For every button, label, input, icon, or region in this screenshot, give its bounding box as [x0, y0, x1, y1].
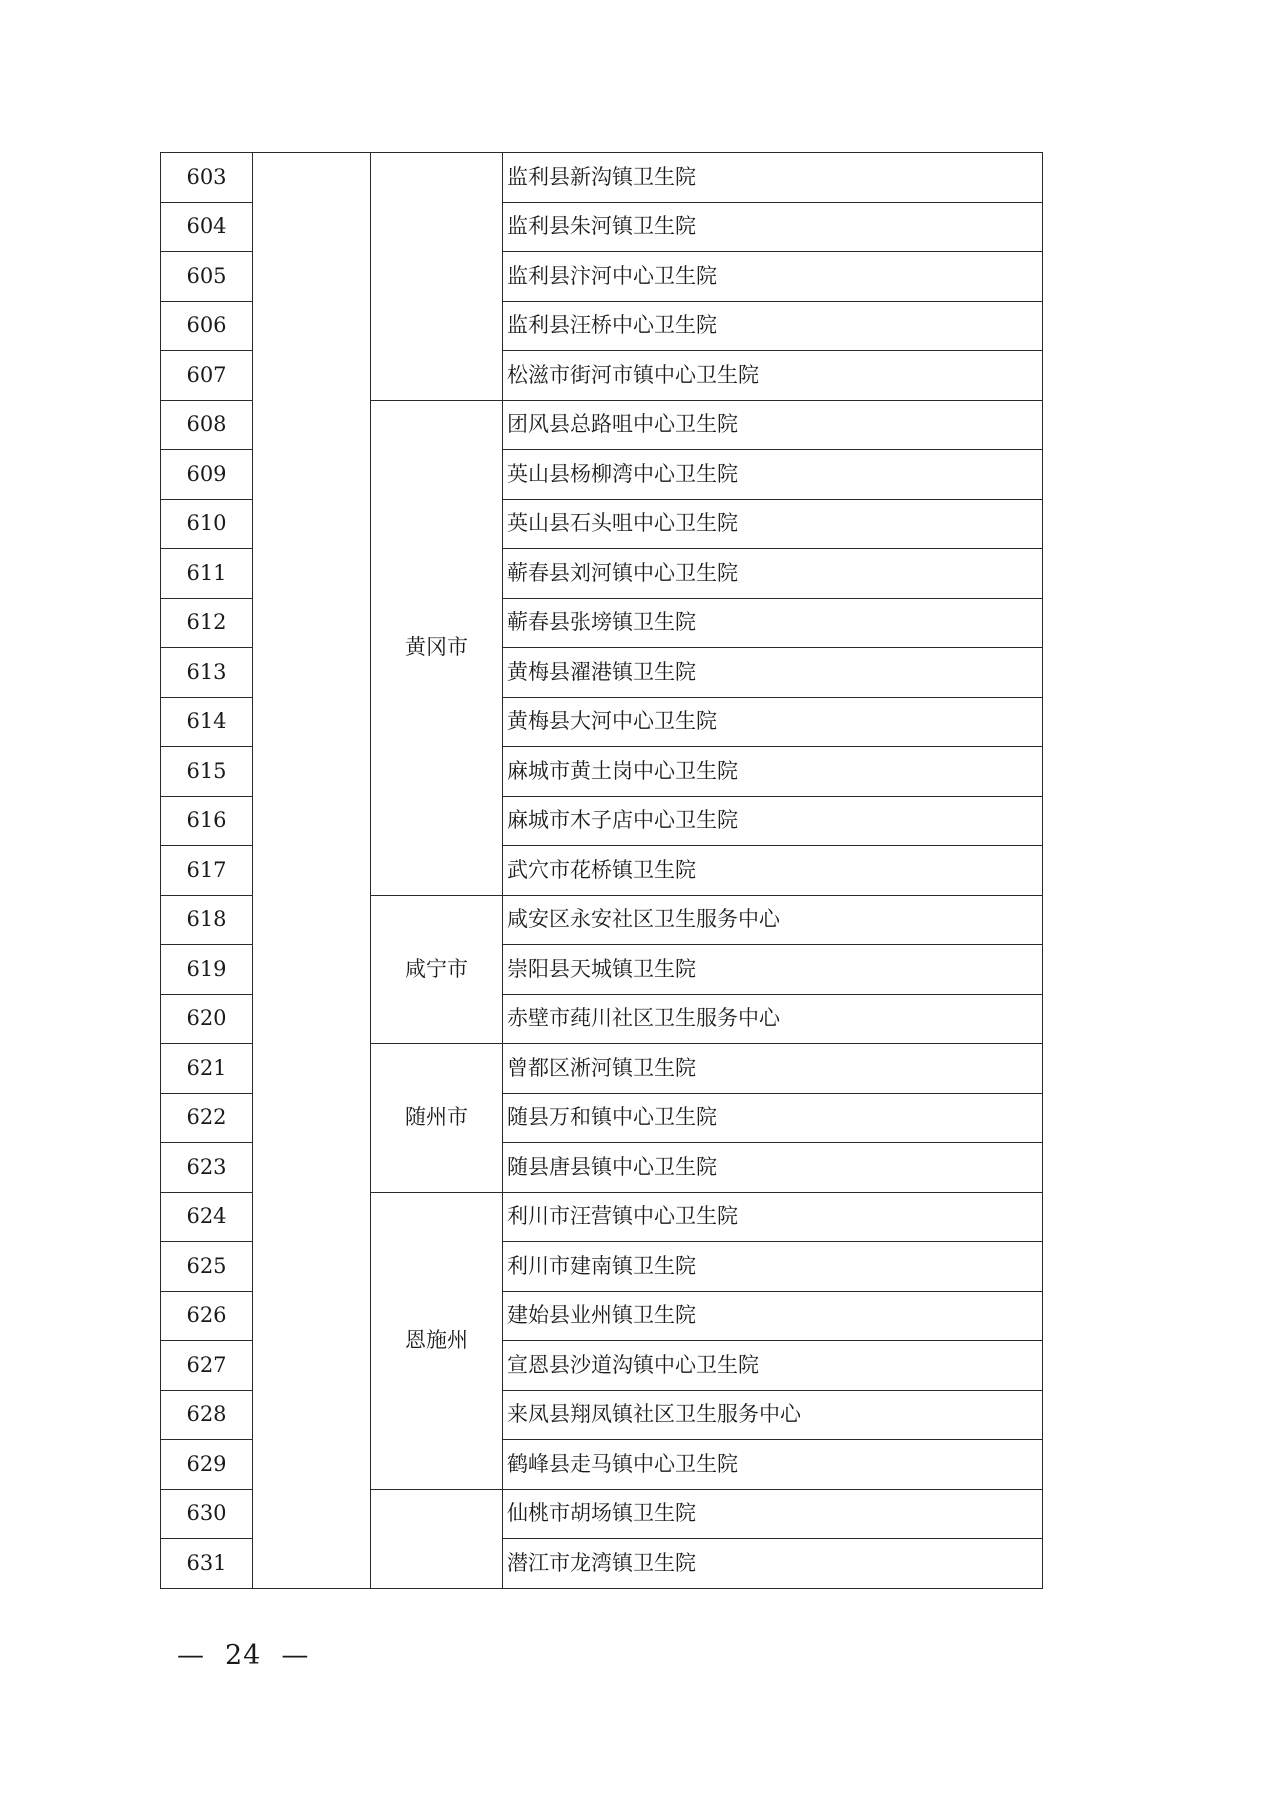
institution-name: 英山县杨柳湾中心卫生院: [503, 450, 1043, 500]
table-row: [161, 153, 1043, 203]
institution-name: 麻城市黄土岗中心卫生院: [503, 747, 1043, 797]
institution-name: 武穴市花桥镇卫生院: [503, 846, 1043, 896]
institution-name: 曾都区淅河镇卫生院: [503, 1044, 1043, 1094]
institution-name: 利川市建南镇卫生院: [503, 1242, 1043, 1292]
row-number: 631: [161, 1539, 253, 1589]
institution-name: 宣恩县沙道沟镇中心卫生院: [503, 1341, 1043, 1391]
footer-left-dash: —: [177, 1640, 205, 1671]
row-number: 606: [161, 301, 253, 351]
institution-name: 蕲春县张塝镇卫生院: [503, 598, 1043, 648]
city-cell: [371, 1489, 503, 1588]
row-number: 620: [161, 994, 253, 1044]
row-number: 610: [161, 499, 253, 549]
city-cell: 咸宁市: [371, 895, 503, 1044]
row-number: 621: [161, 1044, 253, 1094]
row-number: 608: [161, 400, 253, 450]
row-number: 616: [161, 796, 253, 846]
row-number: 609: [161, 450, 253, 500]
row-number: 627: [161, 1341, 253, 1391]
institution-name: 黄梅县濯港镇卫生院: [503, 648, 1043, 698]
institution-name: 监利县汴河中心卫生院: [503, 252, 1043, 302]
row-number: 618: [161, 895, 253, 945]
institution-name: 麻城市木子店中心卫生院: [503, 796, 1043, 846]
row-number: 623: [161, 1143, 253, 1193]
city-cell: [371, 153, 503, 401]
row-number: 625: [161, 1242, 253, 1292]
institution-name: 团风县总路咀中心卫生院: [503, 400, 1043, 450]
row-number: 607: [161, 351, 253, 401]
row-number: 604: [161, 202, 253, 252]
institution-name: 监利县朱河镇卫生院: [503, 202, 1043, 252]
institution-name: 黄梅县大河中心卫生院: [503, 697, 1043, 747]
institution-name: 建始县业州镇卫生院: [503, 1291, 1043, 1341]
row-number: 629: [161, 1440, 253, 1490]
row-number: 617: [161, 846, 253, 896]
institution-name: 仙桃市胡场镇卫生院: [503, 1489, 1043, 1539]
institution-name: 潜江市龙湾镇卫生院: [503, 1539, 1043, 1589]
page-number: 24: [225, 1640, 262, 1671]
institution-name: 蕲春县刘河镇中心卫生院: [503, 549, 1043, 599]
institution-table: [160, 152, 1043, 1589]
row-number: 628: [161, 1390, 253, 1440]
institution-name: 监利县新沟镇卫生院: [503, 153, 1043, 203]
institution-name: 随县唐县镇中心卫生院: [503, 1143, 1043, 1193]
institution-name: 随县万和镇中心卫生院: [503, 1093, 1043, 1143]
row-number: 622: [161, 1093, 253, 1143]
row-number: 605: [161, 252, 253, 302]
row-number: 614: [161, 697, 253, 747]
row-number: 611: [161, 549, 253, 599]
province-cell: [253, 153, 371, 1589]
institution-name: 英山县石头咀中心卫生院: [503, 499, 1043, 549]
footer-right-dash: —: [281, 1640, 310, 1671]
city-cell: 随州市: [371, 1044, 503, 1193]
institution-name: 咸安区永安社区卫生服务中心: [503, 895, 1043, 945]
institution-name: 鹤峰县走马镇中心卫生院: [503, 1440, 1043, 1490]
institution-name: 来凤县翔凤镇社区卫生服务中心: [503, 1390, 1043, 1440]
row-number: 615: [161, 747, 253, 797]
row-number: 603: [161, 153, 253, 203]
institution-name: 赤壁市莼川社区卫生服务中心: [503, 994, 1043, 1044]
institution-name: 监利县汪桥中心卫生院: [503, 301, 1043, 351]
table-body: [161, 153, 1043, 1589]
row-number: 619: [161, 945, 253, 995]
page-footer: [177, 1640, 309, 1671]
row-number: 624: [161, 1192, 253, 1242]
institution-name: 松滋市街河市镇中心卫生院: [503, 351, 1043, 401]
row-number: 612: [161, 598, 253, 648]
city-cell: 恩施州: [371, 1192, 503, 1489]
row-number: 626: [161, 1291, 253, 1341]
row-number: 613: [161, 648, 253, 698]
institution-name: 利川市汪营镇中心卫生院: [503, 1192, 1043, 1242]
row-number: 630: [161, 1489, 253, 1539]
institution-name: 崇阳县天城镇卫生院: [503, 945, 1043, 995]
city-cell: 黄冈市: [371, 400, 503, 895]
